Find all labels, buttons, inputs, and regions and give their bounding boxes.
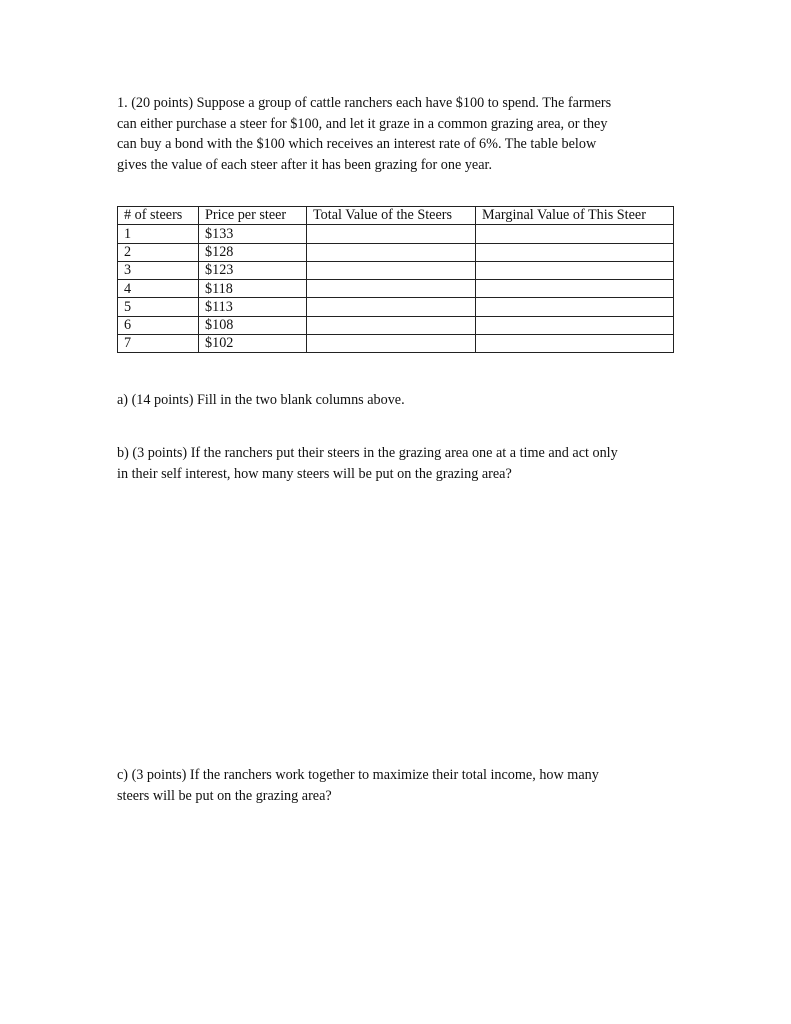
cell-total-value-blank (307, 335, 476, 353)
cell-num-steers: 1 (118, 225, 199, 243)
table-row (118, 335, 674, 353)
cell-marginal-value-blank (476, 298, 674, 316)
table-row (118, 243, 674, 261)
table-row (118, 225, 674, 243)
question-c (117, 765, 677, 806)
table-row (118, 316, 674, 334)
question-a-line: a) (14 points) Fill in the two blank columns above. (117, 392, 405, 408)
cell-price: $102 (199, 335, 307, 353)
question-c-line: c) (3 points) If the ranchers work together to maximize their total income, how many (117, 767, 599, 783)
table-row (118, 280, 674, 298)
question-c-line: steers will be put on the grazing area? (117, 787, 332, 804)
cell-num-steers: 2 (118, 243, 199, 261)
cell-total-value-blank (307, 225, 476, 243)
question-b-line: in their self interest, how many steers will be put on the grazing area? (117, 465, 512, 482)
cell-num-steers: 6 (118, 316, 199, 334)
cell-price: $128 (199, 243, 307, 261)
table-row (118, 261, 674, 279)
cell-num-steers: 3 (118, 261, 199, 279)
cell-price: $113 (199, 298, 307, 316)
cell-price: $123 (199, 261, 307, 279)
cell-marginal-value-blank (476, 225, 674, 243)
cell-marginal-value-blank (476, 261, 674, 279)
problem-statement-line: can buy a bond with the $100 which receives an interest rate of 6%. The table below (117, 136, 597, 152)
cell-num-steers: 4 (118, 280, 199, 298)
cell-price: $133 (199, 225, 307, 243)
header-marginal-value: Marginal Value of This Steer (476, 207, 674, 225)
header-total-value: Total Value of the Steers (307, 207, 476, 225)
problem-statement (117, 93, 677, 175)
question-b (117, 443, 677, 484)
steer-value-table (117, 206, 674, 353)
problem-statement-line: can either purchase a steer for $100, and let it graze in a common grazing area, or they (117, 115, 608, 132)
question-b-line: b) (3 points) If the ranchers put their steers in the grazing area one at a time and act only (117, 445, 618, 461)
cell-marginal-value-blank (476, 316, 674, 334)
cell-num-steers: 7 (118, 335, 199, 353)
problem-statement-line: 1. (20 points) Suppose a group of cattle ranchers each have $100 to spend. The farmers (117, 95, 612, 111)
cell-num-steers: 5 (118, 298, 199, 316)
problem-statement-line: gives the value of each steer after it has been grazing for one year. (117, 156, 493, 173)
table-header-row (118, 207, 674, 225)
cell-total-value-blank (307, 280, 476, 298)
table-row (118, 298, 674, 316)
cell-total-value-blank (307, 261, 476, 279)
cell-total-value-blank (307, 298, 476, 316)
cell-total-value-blank (307, 243, 476, 261)
header-price-per-steer: Price per steer (199, 207, 307, 225)
header-num-steers: # of steers (118, 207, 199, 225)
question-a (117, 390, 677, 411)
cell-price: $108 (199, 316, 307, 334)
cell-price: $118 (199, 280, 307, 298)
cell-marginal-value-blank (476, 243, 674, 261)
cell-marginal-value-blank (476, 335, 674, 353)
cell-total-value-blank (307, 316, 476, 334)
cell-marginal-value-blank (476, 280, 674, 298)
